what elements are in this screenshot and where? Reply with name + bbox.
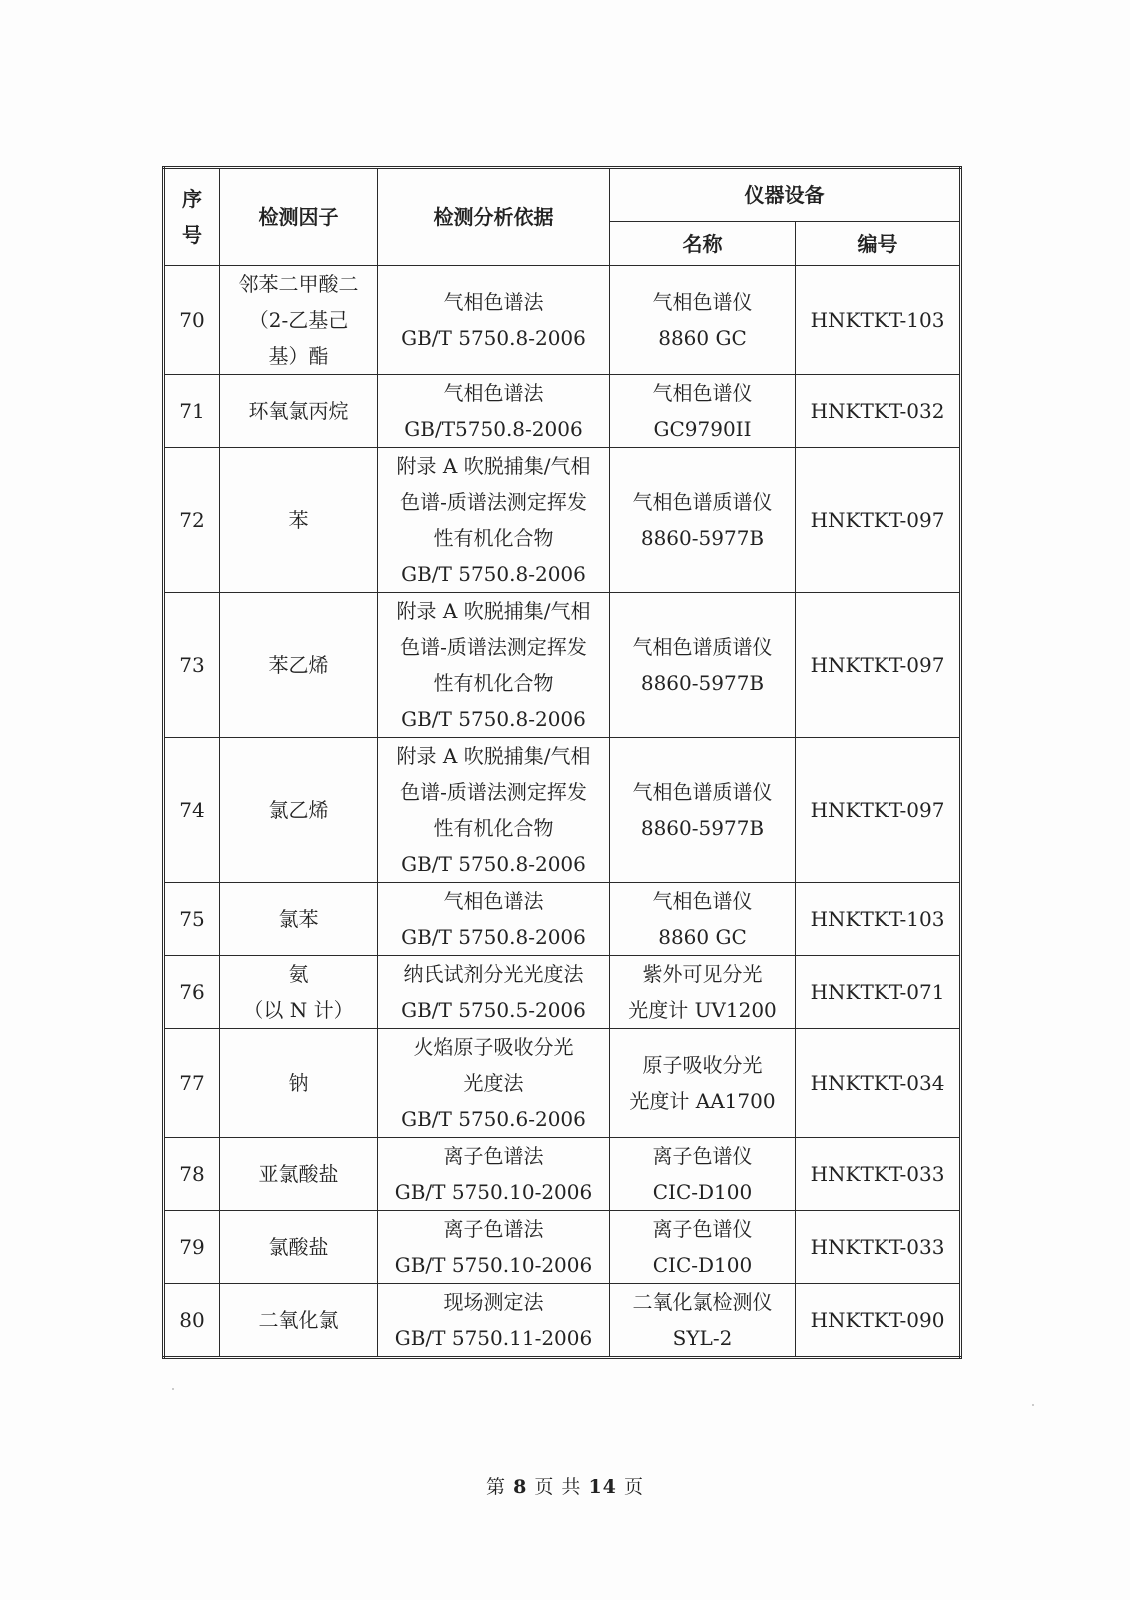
equipment-table <box>162 166 962 1359</box>
cell-equipment-name-line: 二氧化氯检测仪 <box>632 1290 773 1314</box>
cell-basis-line: GB/T5750.8-2006 <box>404 417 583 441</box>
cell-basis-line: GB/T 5750.8-2006 <box>401 562 586 586</box>
cell-equipment-name-line: GC9790II <box>653 417 752 441</box>
cell-basis-line: 离子色谱法 <box>443 1144 544 1168</box>
table-row <box>164 1284 961 1358</box>
cell-basis-line: 现场测定法 <box>443 1290 544 1314</box>
table-row <box>164 1138 961 1211</box>
cell-basis <box>378 1029 610 1138</box>
footer-prefix: 第 <box>486 1476 507 1498</box>
cell-basis-line: 纳氏试剂分光光度法 <box>403 962 584 986</box>
cell-basis <box>378 593 610 738</box>
cell-factor <box>220 1138 378 1211</box>
cell-equipment-name-line: 气相色谱质谱仪 <box>632 635 773 659</box>
cell-factor <box>220 1029 378 1138</box>
cell-equipment-name <box>610 956 796 1029</box>
cell-basis-line: 火焰原子吸收分光 <box>413 1035 574 1059</box>
cell-no: 78 <box>164 1138 220 1211</box>
footer-mid: 页 共 <box>534 1476 582 1498</box>
cell-factor-line: 苯乙烯 <box>268 653 329 677</box>
cell-basis <box>378 448 610 593</box>
cell-equipment-name <box>610 266 796 375</box>
cell-equipment-name-line: 8860-5977B <box>640 526 765 550</box>
cell-basis-line: GB/T 5750.8-2006 <box>401 925 586 949</box>
cell-basis-line: GB/T 5750.5-2006 <box>401 998 586 1022</box>
cell-no: 71 <box>164 375 220 448</box>
cell-equipment-name-line: 离子色谱仪 <box>652 1144 753 1168</box>
cell-factor-line: 环氧氯丙烷 <box>248 399 349 423</box>
cell-no: 75 <box>164 883 220 956</box>
cell-equipment-name-line: 光度计 UV1200 <box>628 998 777 1022</box>
cell-equipment-code: HNKTKT-097 <box>796 738 961 883</box>
scan-speck <box>172 1388 174 1390</box>
cell-basis-line: 色谱-质谱法测定挥发 <box>400 490 587 514</box>
cell-factor-line: （以 N 计） <box>243 998 354 1022</box>
cell-no: 74 <box>164 738 220 883</box>
cell-basis <box>378 266 610 375</box>
cell-factor-line: 苯 <box>288 508 309 532</box>
cell-basis-line: GB/T 5750.10-2006 <box>394 1253 593 1277</box>
cell-basis-line: GB/T 5750.10-2006 <box>394 1180 593 1204</box>
cell-basis-line: GB/T 5750.8-2006 <box>401 852 586 876</box>
cell-equipment-name-line: 8860-5977B <box>640 671 765 695</box>
cell-factor <box>220 956 378 1029</box>
cell-equipment-name <box>610 1138 796 1211</box>
cell-equipment-code: HNKTKT-033 <box>796 1211 961 1284</box>
table-row <box>164 883 961 956</box>
cell-equipment-code: HNKTKT-034 <box>796 1029 961 1138</box>
cell-equipment-name <box>610 593 796 738</box>
table-row <box>164 1211 961 1284</box>
table-row <box>164 593 961 738</box>
cell-equipment-name-line: 原子吸收分光 <box>642 1053 763 1077</box>
cell-basis-line: 色谱-质谱法测定挥发 <box>400 780 587 804</box>
cell-factor <box>220 448 378 593</box>
cell-basis <box>378 1284 610 1358</box>
cell-equipment-code: HNKTKT-097 <box>796 448 961 593</box>
cell-basis-line: 气相色谱法 <box>443 889 544 913</box>
cell-equipment-name-line: 8860 GC <box>658 326 747 350</box>
header-basis: 检测分析依据 <box>378 168 610 266</box>
cell-equipment-code: HNKTKT-103 <box>796 883 961 956</box>
header-equipment: 仪器设备 <box>610 168 961 222</box>
table-row <box>164 1029 961 1138</box>
cell-factor <box>220 883 378 956</box>
cell-factor-line: 二氧化氯 <box>258 1308 339 1332</box>
header-no <box>164 168 220 266</box>
cell-factor-line: 亚氯酸盐 <box>258 1162 339 1186</box>
cell-equipment-name <box>610 375 796 448</box>
cell-factor <box>220 738 378 883</box>
cell-no: 70 <box>164 266 220 375</box>
cell-equipment-code: HNKTKT-033 <box>796 1138 961 1211</box>
cell-equipment-name <box>610 738 796 883</box>
cell-equipment-name-line: SYL-2 <box>672 1326 733 1350</box>
page-footer <box>0 1472 1130 1499</box>
cell-basis-line: 性有机化合物 <box>433 671 554 695</box>
cell-equipment-name-line: 气相色谱仪 <box>652 290 753 314</box>
cell-basis-line: 性有机化合物 <box>433 526 554 550</box>
cell-factor-line: 氨 <box>288 962 309 986</box>
cell-equipment-code: HNKTKT-090 <box>796 1284 961 1358</box>
cell-no: 76 <box>164 956 220 1029</box>
cell-factor-line: 钠 <box>288 1071 309 1095</box>
cell-basis-line: 附录 A 吹脱捕集/气相 <box>396 454 591 478</box>
cell-equipment-name <box>610 883 796 956</box>
cell-basis <box>378 956 610 1029</box>
cell-factor-line: （2-乙基己 <box>248 308 349 332</box>
cell-factor <box>220 593 378 738</box>
cell-basis <box>378 883 610 956</box>
cell-equipment-name-line: 气相色谱仪 <box>652 381 753 405</box>
header-name: 名称 <box>610 222 796 266</box>
cell-factor <box>220 266 378 375</box>
cell-factor-line: 氯酸盐 <box>268 1235 329 1259</box>
cell-basis-line: GB/T 5750.8-2006 <box>401 326 586 350</box>
cell-equipment-name-line: 8860 GC <box>658 925 747 949</box>
cell-basis <box>378 1211 610 1284</box>
table-row <box>164 956 961 1029</box>
cell-factor <box>220 1211 378 1284</box>
footer-total-pages: 14 <box>588 1476 617 1498</box>
cell-basis <box>378 375 610 448</box>
cell-equipment-name-line: 光度计 AA1700 <box>629 1089 776 1113</box>
footer-suffix: 页 <box>623 1476 644 1498</box>
cell-equipment-name <box>610 1284 796 1358</box>
cell-equipment-name <box>610 1211 796 1284</box>
table-row <box>164 375 961 448</box>
footer-page-number: 8 <box>513 1476 528 1498</box>
cell-factor-line: 氯苯 <box>278 907 319 931</box>
cell-factor <box>220 375 378 448</box>
cell-basis-line: 色谱-质谱法测定挥发 <box>400 635 587 659</box>
cell-no: 79 <box>164 1211 220 1284</box>
cell-equipment-name-line: 气相色谱质谱仪 <box>632 780 773 804</box>
cell-basis-line: 气相色谱法 <box>443 290 544 314</box>
scan-speck <box>1032 1404 1034 1406</box>
cell-no: 77 <box>164 1029 220 1138</box>
cell-factor-line: 邻苯二甲酸二 <box>238 272 359 296</box>
header-row-top <box>164 168 961 222</box>
cell-no: 72 <box>164 448 220 593</box>
cell-equipment-name-line: CIC-D100 <box>652 1253 753 1277</box>
header-factor: 检测因子 <box>220 168 378 266</box>
cell-basis-line: 附录 A 吹脱捕集/气相 <box>396 744 591 768</box>
cell-equipment-name <box>610 448 796 593</box>
cell-no: 80 <box>164 1284 220 1358</box>
cell-factor-line: 基）酯 <box>268 344 329 368</box>
table-row <box>164 738 961 883</box>
cell-equipment-code: HNKTKT-103 <box>796 266 961 375</box>
cell-basis-line: 性有机化合物 <box>433 816 554 840</box>
cell-equipment-name <box>610 1029 796 1138</box>
cell-equipment-code: HNKTKT-071 <box>796 956 961 1029</box>
cell-basis <box>378 1138 610 1211</box>
cell-equipment-name-line: 气相色谱质谱仪 <box>632 490 773 514</box>
cell-basis <box>378 738 610 883</box>
cell-factor <box>220 1284 378 1358</box>
cell-factor-line: 氯乙烯 <box>268 798 329 822</box>
cell-basis-line: 光度法 <box>463 1071 524 1095</box>
header-no-text: 序 号 <box>182 187 202 247</box>
cell-basis-line: GB/T 5750.6-2006 <box>401 1107 586 1131</box>
cell-equipment-name-line: 紫外可见分光 <box>642 962 763 986</box>
cell-basis-line: 附录 A 吹脱捕集/气相 <box>396 599 591 623</box>
cell-basis-line: 气相色谱法 <box>443 381 544 405</box>
cell-basis-line: 离子色谱法 <box>443 1217 544 1241</box>
cell-no: 73 <box>164 593 220 738</box>
header-code: 编号 <box>796 222 961 266</box>
cell-equipment-code: HNKTKT-097 <box>796 593 961 738</box>
cell-equipment-code: HNKTKT-032 <box>796 375 961 448</box>
cell-basis-line: GB/T 5750.11-2006 <box>394 1326 593 1350</box>
cell-equipment-name-line: 8860-5977B <box>640 816 765 840</box>
cell-basis-line: GB/T 5750.8-2006 <box>401 707 586 731</box>
table-row <box>164 266 961 375</box>
table-body <box>164 266 961 1358</box>
cell-equipment-name-line: 气相色谱仪 <box>652 889 753 913</box>
cell-equipment-name-line: 离子色谱仪 <box>652 1217 753 1241</box>
table-row <box>164 448 961 593</box>
cell-equipment-name-line: CIC-D100 <box>652 1180 753 1204</box>
